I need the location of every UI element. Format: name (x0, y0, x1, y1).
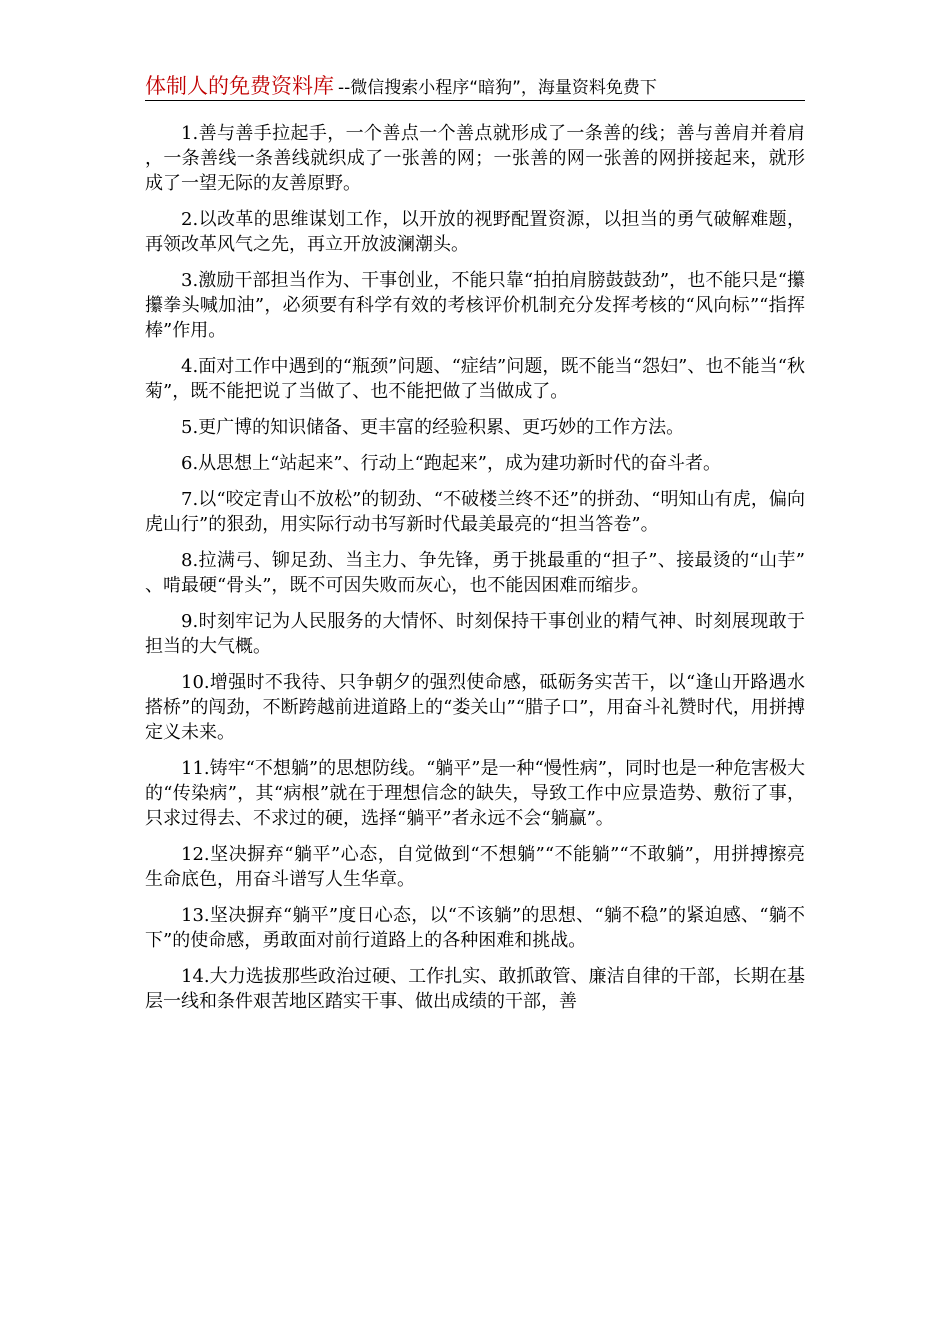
paragraph-12: 12.坚决摒弃“躺平”心态，自觉做到“不想躺”“不能躺”“不敢躺”，用拼搏擦亮生命底色，用奋斗谱写人生华章。 (145, 844, 805, 890)
paragraph-2: 2.以改革的思维谋划工作，以开放的视野配置资源，以担当的勇气破解难题，再领改革风气之先，再立开放波澜潮头。 (145, 209, 805, 255)
document-body (145, 121, 805, 1025)
paragraph-3: 3.激励干部担当作为、干事创业，不能只靠“拍拍肩膀鼓鼓劲”，也不能只是“攥攥拳头喊加油”，必须要有科学有效的考核评价机制充分发挥考核的“风向标”“指挥棒”作用。 (145, 270, 805, 341)
paragraph-8: 8.拉满弓、铆足劲、当主力、争先锋，勇于挑最重的“担子”、接最烫的“山芋”、啃最硬“骨头”，既不可因失败而灰心，也不能因困难而缩步。 (145, 550, 805, 596)
header-brand: 体制人的免费资料库 (145, 74, 334, 98)
paragraph-6: 6.从思想上“站起来”、行动上“跑起来”，成为建功新时代的奋斗者。 (181, 453, 721, 474)
paragraph-9: 9.时刻牢记为人民服务的大情怀、时刻保持干事创业的精气神、时刻展现敢于担当的大气概。 (145, 611, 805, 657)
paragraph-10: 10.增强时不我待、只争朝夕的强烈使命感，砥砺务实苦干，以“逢山开路遇水搭桥”的闯劲，不断跨越前进道路上的“娄关山”“腊子口”，用奋斗礼赞时代，用拼搏定义未来。 (145, 672, 805, 743)
paragraph-5: 5.更广博的知识储备、更丰富的经验积累、更巧妙的工作方法。 (181, 417, 685, 438)
paragraph-13: 13.坚决摒弃“躺平”度日心态，以“不该躺”的思想、“躺不稳”的紧迫感、“躺不下”的使命感，勇敢面对前行道路上的各种困难和挑战。 (145, 905, 805, 951)
header-tagline: --微信搜索小程序“暗狗”，海量资料免费下 (338, 78, 657, 98)
paragraph-14: 14.大力选拔那些政治过硬、工作扎实、敢抓敢管、廉洁自律的干部，长期在基层一线和条件艰苦地区踏实干事、做出成绩的干部，善 (145, 966, 805, 1012)
page-header (145, 70, 805, 101)
paragraph-4: 4.面对工作中遇到的“瓶颈”问题、“症结”问题，既不能当“怨妇”、也不能当“秋菊”，既不能把说了当做了、也不能把做了当做成了。 (145, 356, 805, 402)
paragraph-11: 11.铸牢“不想躺”的思想防线。“躺平”是一种“慢性病”，同时也是一种危害极大的“传染病”，其“病根”就在于理想信念的缺失，导致工作中应景造势、敷衍了事，只求过得去、不求过的硬，选择“躺平”者永远不会“躺赢”。 (145, 758, 805, 829)
paragraph-7: 7.以“咬定青山不放松”的韧劲、“不破楼兰终不还”的拼劲、“明知山有虎，偏向虎山行”的狠劲，用实际行动书写新时代最美最亮的“担当答卷”。 (145, 489, 805, 535)
paragraph-1: 1.善与善手拉起手，一个善点一个善点就形成了一条善的线；善与善肩并着肩，一条善线一条善线就织成了一张善的网；一张善的网一张善的网拼接起来，就形成了一望无际的友善原野。 (145, 123, 805, 194)
